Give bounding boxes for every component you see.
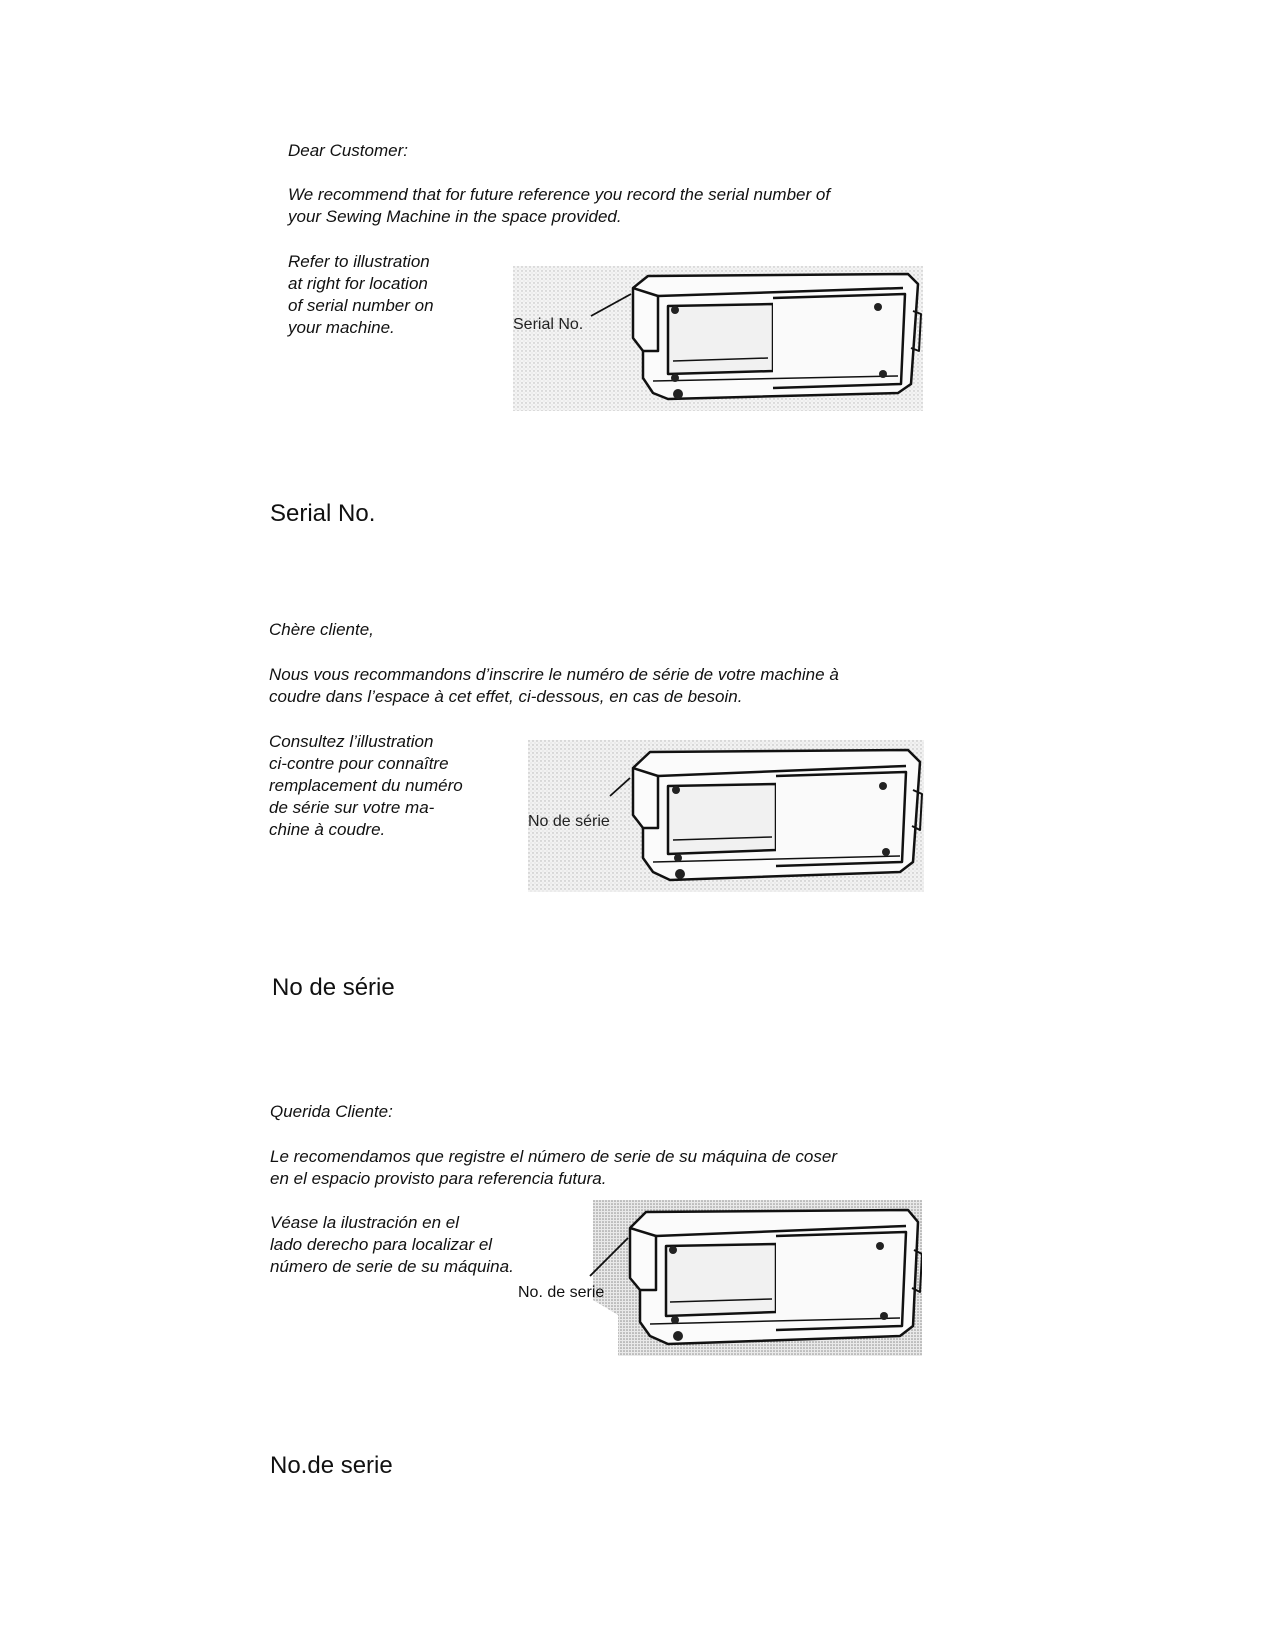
- sewing-machine-drawing: [630, 1210, 922, 1344]
- spanish-greeting: Querida Cliente:: [270, 1102, 393, 1121]
- spanish-recommend-line-2: en el espacio provisto para referencia futura.: [270, 1169, 607, 1188]
- english-refer-text: [288, 251, 434, 339]
- english-recommend-line-1: We recommend that for future reference you record the serial number of: [288, 185, 831, 204]
- english-machine-illustration: [513, 266, 923, 411]
- english-refer-line: of serial number on: [288, 296, 434, 315]
- spanish-refer-line: Véase la ilustración en el: [270, 1213, 460, 1232]
- spanish-refer-text: [270, 1212, 514, 1278]
- french-refer-line: remplacement du numéro: [269, 776, 463, 795]
- french-greeting: Chère cliente,: [269, 620, 374, 639]
- french-refer-line: chine à coudre.: [269, 820, 386, 839]
- french-machine-illustration: [528, 740, 924, 892]
- french-refer-line: Consultez l’illustration: [269, 732, 434, 751]
- spanish-refer-line: número de serie de su máquina.: [270, 1257, 514, 1276]
- spanish-refer-line: lado derecho para localizar el: [270, 1235, 493, 1254]
- english-serial-heading: Serial No.: [270, 500, 376, 527]
- spanish-callout-label: No. de serie: [518, 1284, 605, 1301]
- french-recommend-line-2: coudre dans l’espace à cet effet, ci-dessous, en cas de besoin.: [269, 687, 743, 706]
- french-serial-heading: No de série: [272, 974, 395, 1001]
- french-refer-line: ci-contre pour connaître: [269, 754, 449, 773]
- french-callout-label: No de série: [528, 813, 610, 830]
- spanish-recommend-line-1: Le recomendamos que registre el número de serie de su máquina de coser: [270, 1147, 837, 1166]
- english-refer-line: at right for location: [288, 274, 428, 293]
- french-refer-text: [269, 731, 463, 841]
- english-callout-label: Serial No.: [513, 316, 584, 333]
- spanish-machine-illustration: [518, 1200, 922, 1356]
- english-recommend-line-2: your Sewing Machine in the space provided.: [288, 207, 622, 226]
- french-refer-line: de série sur votre ma-: [269, 798, 435, 817]
- english-refer-line: your machine.: [288, 318, 395, 337]
- spanish-serial-heading: No.de serie: [270, 1452, 393, 1479]
- english-greeting: Dear Customer:: [288, 141, 408, 160]
- french-recommend-line-1: Nous vous recommandons d’inscrire le numéro de série de votre machine à: [269, 665, 839, 684]
- english-refer-line: Refer to illustration: [288, 252, 430, 271]
